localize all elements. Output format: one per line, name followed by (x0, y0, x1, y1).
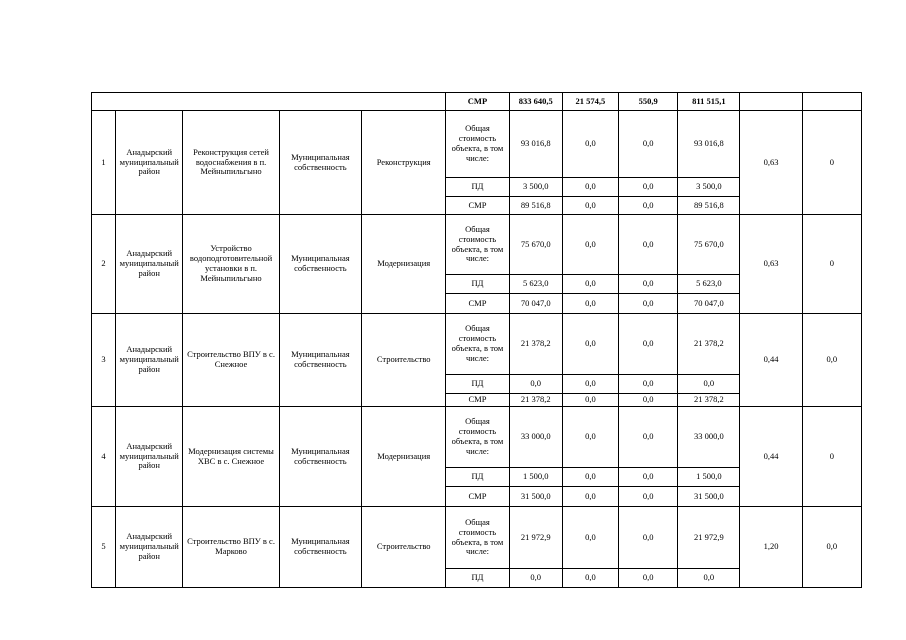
ownership-cell: Муниципальная собственность (279, 314, 361, 407)
value-cell: 21 574,5 (562, 93, 618, 111)
value-cell: 0,0 (562, 178, 618, 197)
value-cell: 0,0 (619, 215, 678, 275)
district-cell: Анадырский муниципальный район (116, 507, 183, 588)
value-cell: 833 640,5 (509, 93, 562, 111)
row-label: ПД (446, 275, 509, 294)
value-cell: 5 623,0 (678, 275, 740, 294)
value-cell: 21 378,2 (509, 394, 562, 407)
indicator-cell: 0,44 (740, 314, 802, 407)
value-cell: 21 972,9 (678, 507, 740, 569)
row-number: 1 (92, 111, 116, 215)
value-cell: 0,0 (509, 375, 562, 394)
row-label: СМР (446, 487, 509, 507)
table-row (92, 215, 862, 275)
extra-cell: 0 (802, 407, 861, 507)
value-cell: 0,0 (562, 468, 618, 487)
row-label: ПД (446, 375, 509, 394)
empty-cell (740, 93, 802, 111)
value-cell: 5 623,0 (509, 275, 562, 294)
value-cell: 93 016,8 (509, 111, 562, 178)
extra-cell: 0,0 (802, 314, 861, 407)
row-label: ПД (446, 468, 509, 487)
value-cell: 0,0 (619, 375, 678, 394)
row-label: Общая стоимость объекта, в том числе: (446, 314, 509, 375)
row-label: ПД (446, 569, 509, 588)
value-cell: 0,0 (562, 507, 618, 569)
row-label: Общая стоимость объекта, в том числе: (446, 507, 509, 569)
value-cell: 0,0 (562, 569, 618, 588)
value-cell: 550,9 (619, 93, 678, 111)
value-cell: 0,0 (562, 197, 618, 215)
row-label: Общая стоимость объекта, в том числе: (446, 111, 509, 178)
row-label: СМР (446, 294, 509, 314)
row-label: Общая стоимость объекта, в том числе: (446, 215, 509, 275)
value-cell: 0,0 (619, 197, 678, 215)
work-type-cell: Строительство (362, 507, 446, 588)
row-label: ПД (446, 178, 509, 197)
value-cell: 0,0 (562, 275, 618, 294)
value-cell: 0,0 (562, 394, 618, 407)
work-type-cell: Строительство (362, 314, 446, 407)
value-cell: 21 378,2 (678, 314, 740, 375)
value-cell: 0,0 (509, 569, 562, 588)
ownership-cell: Муниципальная собственность (279, 407, 361, 507)
value-cell: 0,0 (619, 468, 678, 487)
row-label: СМР (446, 197, 509, 215)
row-number: 2 (92, 215, 116, 314)
row-label: СМР (446, 394, 509, 407)
row-number: 5 (92, 507, 116, 588)
value-cell: 0,0 (619, 314, 678, 375)
work-type-cell: Модернизация (362, 215, 446, 314)
district-cell: Анадырский муниципальный район (116, 407, 183, 507)
table-row (92, 407, 862, 468)
value-cell: 0,0 (562, 487, 618, 507)
value-cell: 0,0 (562, 111, 618, 178)
indicator-cell: 1,20 (740, 507, 802, 588)
value-cell: 75 670,0 (678, 215, 740, 275)
value-cell: 70 047,0 (509, 294, 562, 314)
value-cell: 0,0 (619, 569, 678, 588)
value-cell: 31 500,0 (509, 487, 562, 507)
value-cell: 1 500,0 (509, 468, 562, 487)
value-cell: 21 378,2 (509, 314, 562, 375)
extra-cell: 0,0 (802, 507, 861, 588)
value-cell: 811 515,1 (678, 93, 740, 111)
value-cell: 0,0 (678, 375, 740, 394)
value-cell: 21 378,2 (678, 394, 740, 407)
row-label: СМР (446, 93, 509, 111)
value-cell: 0,0 (619, 394, 678, 407)
empty-cell (802, 93, 861, 111)
indicator-cell: 0,63 (740, 215, 802, 314)
value-cell: 21 972,9 (509, 507, 562, 569)
value-cell: 0,0 (562, 215, 618, 275)
value-cell: 33 000,0 (678, 407, 740, 468)
value-cell: 0,0 (562, 294, 618, 314)
table-row (92, 507, 862, 569)
value-cell: 0,0 (619, 111, 678, 178)
district-cell: Анадырский муниципальный район (116, 111, 183, 215)
value-cell: 0,0 (562, 314, 618, 375)
object-name-cell: Устройство водоподготовительной установки в п. Мейныпильгыно (183, 215, 279, 314)
indicator-cell: 0,63 (740, 111, 802, 215)
value-cell: 0,0 (619, 487, 678, 507)
value-cell: 31 500,0 (678, 487, 740, 507)
indicator-cell: 0,44 (740, 407, 802, 507)
object-name-cell: Модернизация системы ХВС в с. Снежное (183, 407, 279, 507)
district-cell: Анадырский муниципальный район (116, 215, 183, 314)
value-cell: 75 670,0 (509, 215, 562, 275)
value-cell: 3 500,0 (678, 178, 740, 197)
value-cell: 0,0 (619, 507, 678, 569)
value-cell: 0,0 (619, 275, 678, 294)
value-cell: 93 016,8 (678, 111, 740, 178)
value-cell: 89 516,8 (678, 197, 740, 215)
value-cell: 89 516,8 (509, 197, 562, 215)
row-label: Общая стоимость объекта, в том числе: (446, 407, 509, 468)
table-row (92, 93, 862, 111)
value-cell: 70 047,0 (678, 294, 740, 314)
value-cell: 0,0 (619, 178, 678, 197)
budget-table (91, 92, 862, 588)
value-cell: 0,0 (562, 375, 618, 394)
extra-cell: 0 (802, 111, 861, 215)
object-name-cell: Строительство ВПУ в с. Снежное (183, 314, 279, 407)
extra-cell: 0 (802, 215, 861, 314)
row-number: 3 (92, 314, 116, 407)
value-cell: 0,0 (562, 407, 618, 468)
empty-cell (92, 93, 446, 111)
work-type-cell: Модернизация (362, 407, 446, 507)
ownership-cell: Муниципальная собственность (279, 111, 361, 215)
work-type-cell: Реконструкция (362, 111, 446, 215)
object-name-cell: Строительство ВПУ в с. Марково (183, 507, 279, 588)
ownership-cell: Муниципальная собственность (279, 507, 361, 588)
district-cell: Анадырский муниципальный район (116, 314, 183, 407)
value-cell: 33 000,0 (509, 407, 562, 468)
value-cell: 0,0 (678, 569, 740, 588)
value-cell: 0,0 (619, 407, 678, 468)
table-row (92, 111, 862, 178)
object-name-cell: Реконструкция сетей водоснабжения в п. Мейныпильгыно (183, 111, 279, 215)
ownership-cell: Муниципальная собственность (279, 215, 361, 314)
row-number: 4 (92, 407, 116, 507)
value-cell: 0,0 (619, 294, 678, 314)
table-row (92, 314, 862, 375)
value-cell: 3 500,0 (509, 178, 562, 197)
value-cell: 1 500,0 (678, 468, 740, 487)
